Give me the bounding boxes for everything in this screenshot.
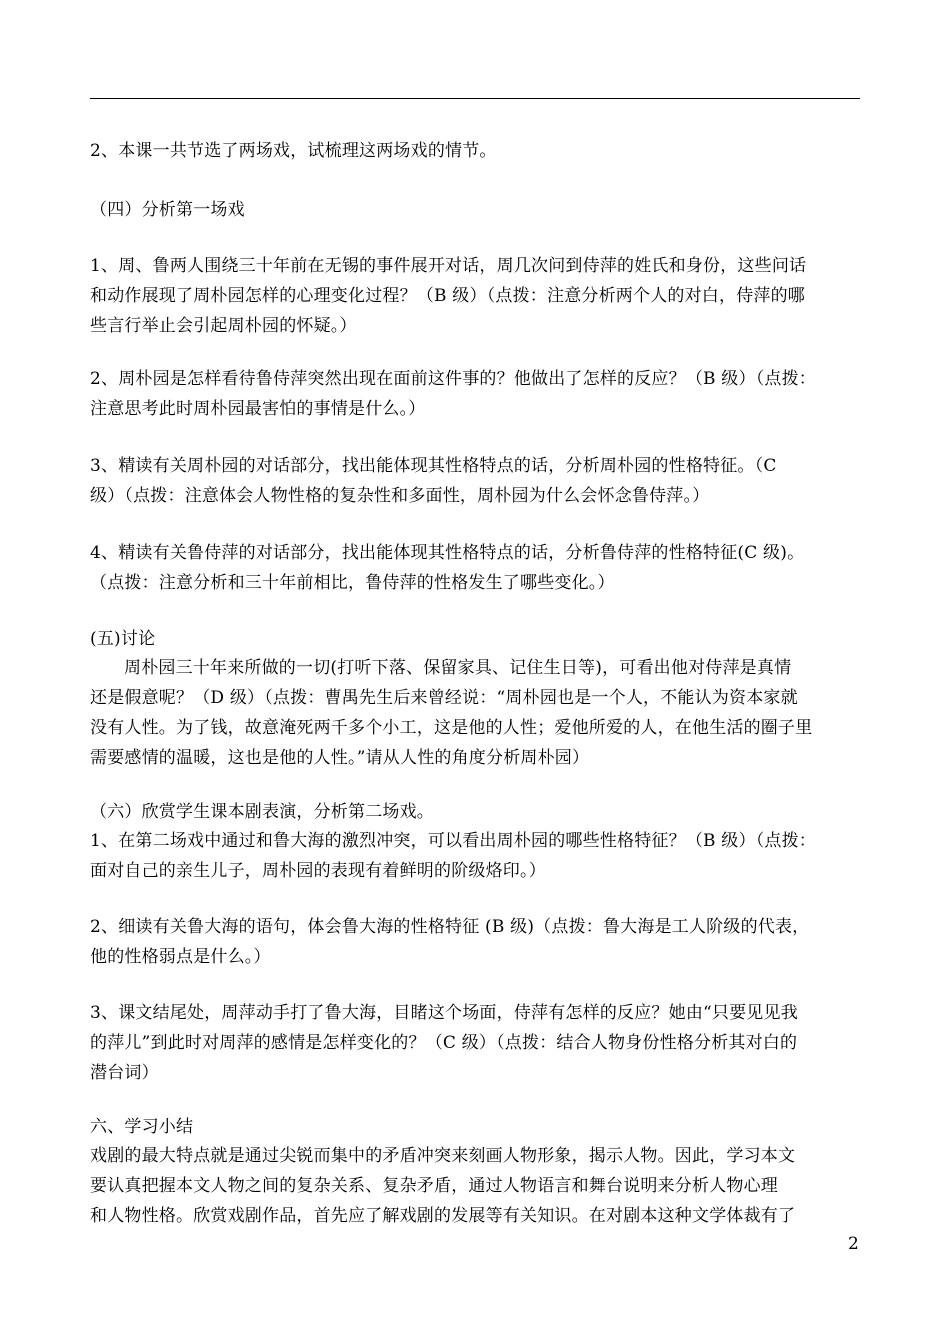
text-line: 潜台词） xyxy=(90,1063,159,1083)
text-line: （四）分析第一场戏 xyxy=(90,200,245,220)
text-line: 3、精读有关周朴园的对话部分，找出能体现其性格特点的话，分析周朴园的性格特征。（C xyxy=(90,456,777,476)
section-4-question-1 xyxy=(90,251,862,341)
text-line: 4、精读有关鲁侍萍的对话部分，找出能体现其性格特点的话，分析鲁侍萍的性格特征(C 级)。 xyxy=(90,543,805,563)
text-line: 戏剧的最大特点就是通过尖锐而集中的矛盾冲突来刻画人物形象，揭示人物。因此，学习本文 xyxy=(90,1146,796,1166)
text-line: 和动作展现了周朴园怎样的心理变化过程？（B 级）（点拨：注意分析两个人的对白，侍萍的哪 xyxy=(90,286,805,306)
section-6-question-1 xyxy=(90,826,862,886)
text-line: 2、细读有关鲁大海的语句，体会鲁大海的性格特征 (B 级)（点拨：鲁大海是工人阶级的代表， xyxy=(90,917,810,937)
text-line: 3、课文结尾处，周萍动手打了鲁大海，目睹这个场面，侍萍有怎样的反应？她由“只要见见我 xyxy=(90,1003,798,1023)
header-rule xyxy=(90,98,860,99)
section-6-question-2 xyxy=(90,912,862,972)
section-5-discussion xyxy=(90,653,862,773)
text-line: 的萍儿”到此时对周萍的感情是怎样变化的？（C 级）（点拨：结合人物身份性格分析其对白的 xyxy=(90,1033,798,1053)
section-4-heading xyxy=(90,195,862,225)
section-4-question-3 xyxy=(90,451,862,511)
summary-body xyxy=(90,1141,862,1231)
text-line: 周朴园三十年来所做的一切(打听下落、保留家具、记住生日等)，可看出他对侍萍是真情 xyxy=(124,658,792,678)
question-2-plot xyxy=(90,136,862,166)
text-line: （点拨：注意分析和三十年前相比，鲁侍萍的性格发生了哪些变化。） xyxy=(90,573,615,593)
text-line: 六、学习小结 xyxy=(90,1117,194,1137)
text-line: 要认真把握本文人物之间的复杂关系、复杂矛盾，通过人物语言和舞台说明来分析人物心理 xyxy=(90,1176,778,1196)
text-line: 级）（点拨：注意体会人物性格的复杂性和多面性，周朴园为什么会怀念鲁侍萍。） xyxy=(90,486,710,506)
text-line: 需要感情的温暖，这也是他的人性。”请从人性的角度分析周朴园） xyxy=(90,748,590,768)
section-6-question-3 xyxy=(90,998,862,1088)
text-line: 2、本课一共节选了两场戏，试梳理这两场戏的情节。 xyxy=(90,141,497,161)
page-number: 2 xyxy=(848,1234,859,1254)
text-line: 还是假意呢？（D 级）（点拨：曹禺先生后来曾经说：“周朴园也是一个人，不能认为资本家就 xyxy=(90,688,798,708)
section-4-question-4 xyxy=(90,538,862,598)
text-line: 些言行举止会引起周朴园的怀疑。） xyxy=(90,316,357,336)
text-line: 和人物性格。欣赏戏剧作品，首先应了解戏剧的发展等有关知识。在对剧本这种文学体裁有了 xyxy=(90,1206,796,1226)
text-line: 1、周、鲁两人围绕三十年前在无锡的事件展开对话，周几次问到侍萍的姓氏和身份，这些问话 xyxy=(90,256,807,276)
text-line: （六）欣赏学生课本剧表演，分析第二场戏。 xyxy=(90,802,434,822)
section-6-heading xyxy=(90,797,862,827)
text-line: 2、周朴园是怎样看待鲁侍萍突然出现在面前这件事的？他做出了怎样的反应？（B 级）（点拨： xyxy=(90,369,817,389)
text-line: 他的性格弱点是什么。） xyxy=(90,947,271,967)
text-line: 没有人性。为了钱，故意淹死两千多个小工，这是他的人性；爱他所爱的人，在他生活的圈子里 xyxy=(90,718,813,738)
section-4-question-2 xyxy=(90,364,862,424)
text-line: 面对自己的亲生儿子，周朴园的表现有着鲜明的阶级烙印。） xyxy=(90,861,546,881)
section-5-heading xyxy=(90,624,862,654)
text-line: 注意思考此时周朴园最害怕的事情是什么。） xyxy=(90,399,426,419)
summary-heading xyxy=(90,1112,862,1142)
text-line: 1、在第二场戏中通过和鲁大海的激烈冲突，可以看出周朴园的哪些性格特征？（B 级）（点拨： xyxy=(90,831,817,851)
text-line: (五)讨论 xyxy=(90,629,156,649)
